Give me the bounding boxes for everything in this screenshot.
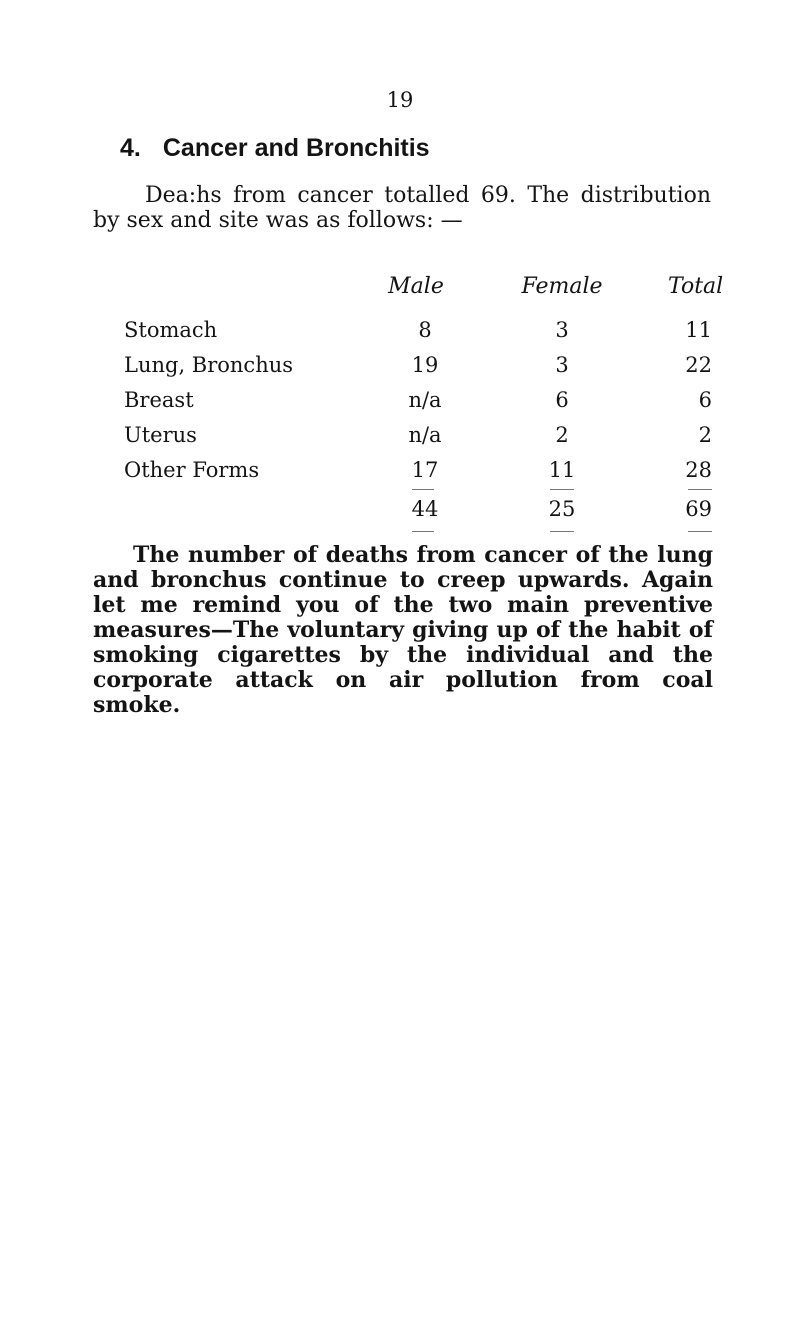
site-label: Other Forms xyxy=(124,458,260,482)
total-value: 11 xyxy=(685,318,712,342)
total-value: 6 xyxy=(698,388,712,412)
site-label: Breast xyxy=(124,388,194,412)
total-rule-female xyxy=(550,531,574,532)
totals-row xyxy=(0,497,800,527)
section-heading xyxy=(120,134,430,163)
page-number: 19 xyxy=(386,88,414,112)
table-row xyxy=(0,423,800,453)
table-row xyxy=(0,388,800,418)
male-value: 19 xyxy=(411,353,439,377)
total-rule-total xyxy=(688,531,712,532)
sum-rule-male xyxy=(412,489,434,490)
grand-total: 69 xyxy=(685,497,712,521)
female-total: 25 xyxy=(548,497,576,521)
total-value: 22 xyxy=(685,353,712,377)
site-label: Uterus xyxy=(124,423,197,447)
section-number: 4. xyxy=(120,134,141,162)
body-paragraph: The number of deaths from cancer of the lung and bronchus continue to creep upwards. Again let me remind you of the two main preventive measures—The voluntary giving up of the habit of smoking cigarettes by the individual and the corporate attack on air pollution from coal smoke. xyxy=(93,542,713,718)
site-label: Lung, Bronchus xyxy=(124,353,294,377)
total-value: 28 xyxy=(685,458,712,482)
section-title: Cancer and Bronchitis xyxy=(162,134,430,162)
total-value: 2 xyxy=(698,423,712,447)
female-value: 2 xyxy=(555,423,569,447)
female-value: 11 xyxy=(548,458,576,482)
female-value: 3 xyxy=(555,353,569,377)
sum-rule-female xyxy=(550,489,574,490)
table-row xyxy=(0,353,800,383)
table-row xyxy=(0,318,800,348)
male-value: 8 xyxy=(418,318,432,342)
female-value: 3 xyxy=(555,318,569,342)
female-value: 6 xyxy=(555,388,569,412)
header-total: Total xyxy=(668,274,724,299)
intro-paragraph: Dea:hs from cancer totalled 69. The distribution by sex and site was as follows: — xyxy=(93,183,711,233)
male-total: 44 xyxy=(411,497,439,521)
male-value: n/a xyxy=(408,423,442,447)
male-value: 17 xyxy=(411,458,439,482)
male-value: n/a xyxy=(408,388,442,412)
sum-rule-total xyxy=(688,489,712,490)
header-male: Male xyxy=(388,274,444,299)
table-row xyxy=(0,458,800,488)
header-female: Female xyxy=(521,274,603,299)
total-rule-male xyxy=(412,531,434,532)
site-label: Stomach xyxy=(124,318,218,342)
